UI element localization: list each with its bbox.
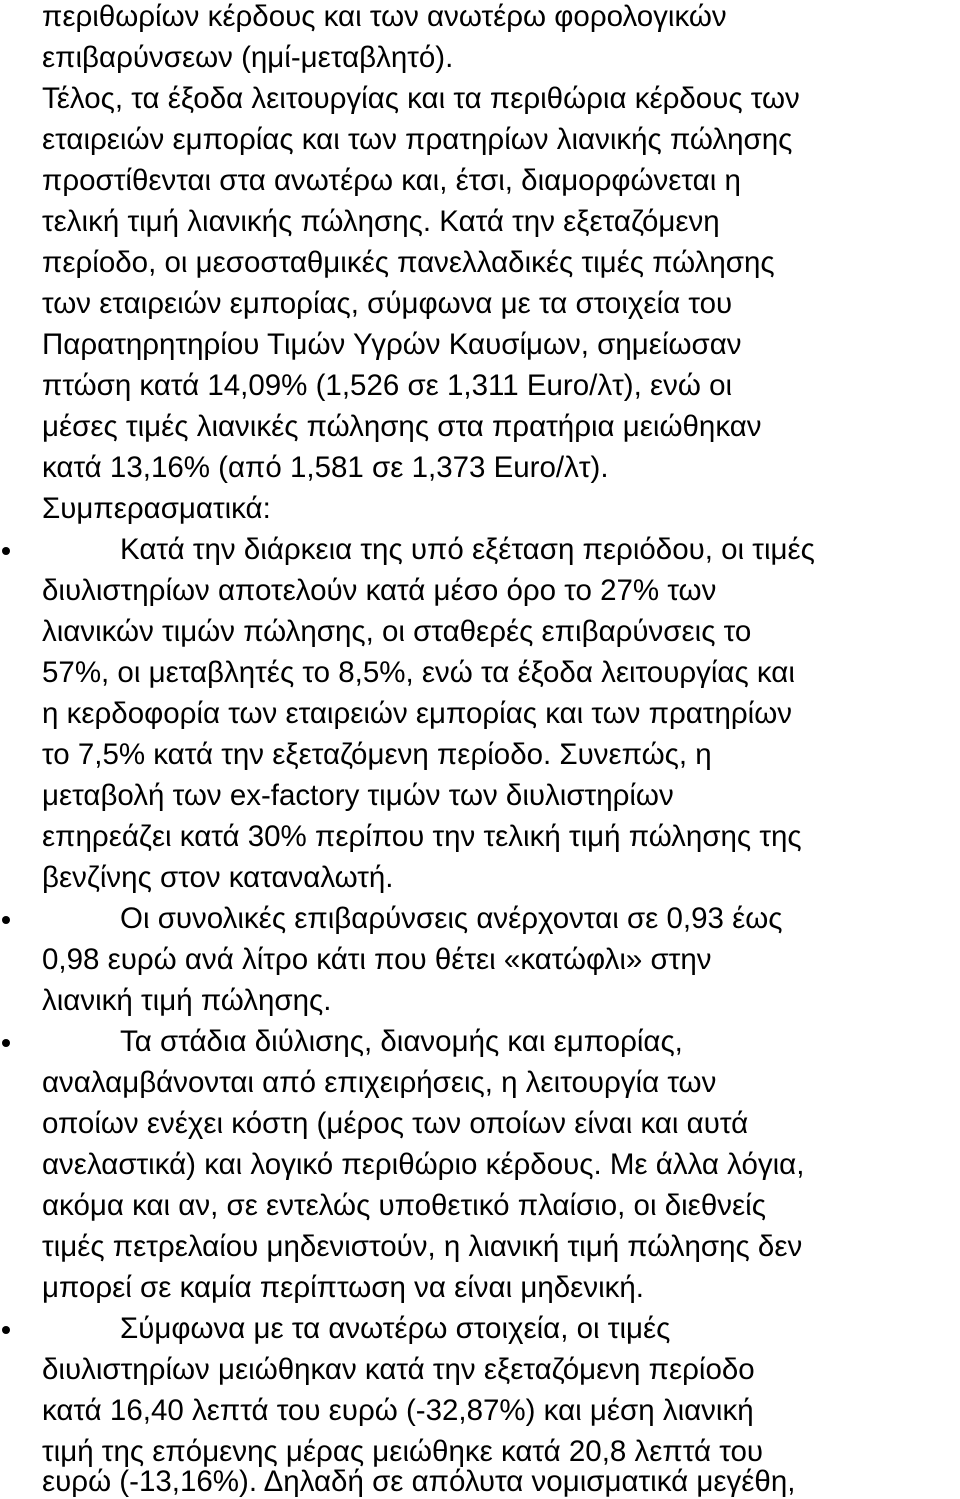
bullet-text-line: αναλαμβάνονται από επιχειρήσεις, η λειτουργία των bbox=[42, 1066, 717, 1099]
text-line: πτώση κατά 14,09% (1,526 σε 1,311 Euro/λτ), ενώ οι bbox=[42, 369, 733, 402]
bullet-text-line: ανελαστικά) και λογικό περιθώριο κέρδους. Με άλλα λόγια, bbox=[42, 1148, 805, 1181]
text-line: Παρατηρητηρίου Τιμών Υγρών Καυσίμων, σημείωσαν bbox=[42, 328, 742, 361]
text-line: Τέλος, τα έξοδα λειτουργίας και τα περιθώρια κέρδους των bbox=[42, 82, 800, 115]
bullet-text-line: λιανικών τιμών πώλησης, οι σταθερές επιβαρύνσεις το bbox=[42, 615, 752, 648]
bullet-text-line: μεταβολή των ex-factory τιμών των διυλιστηρίων bbox=[42, 779, 674, 812]
text-line: περίοδο, οι μεσοσταθμικές πανελλαδικές τιμές πώλησης bbox=[42, 246, 775, 279]
bullet-text-line: διυλιστηρίων αποτελούν κατά μέσο όρο το 27% των bbox=[42, 574, 717, 607]
bullet-text-line: επηρεάζει κατά 30% περίπου την τελική τιμή πώλησης της bbox=[42, 820, 802, 853]
text-line: εταιρειών εμπορίας και των πρατηρίων λιανικής πώλησης bbox=[42, 123, 793, 156]
bullet-text-line: ευρώ (-13,16%). Δηλαδή σε απόλυτα νομισματικά μεγέθη, bbox=[42, 1465, 796, 1498]
bullet-icon bbox=[2, 1326, 10, 1334]
bullet-icon bbox=[2, 916, 10, 924]
bullet-text-line: Οι συνολικές επιβαρύνσεις ανέρχονται σε 0,93 έως bbox=[120, 902, 783, 935]
bullet-text-line: μπορεί σε καμία περίπτωση να είναι μηδενική. bbox=[42, 1271, 644, 1304]
bullet-text-line: βενζίνης στον καταναλωτή. bbox=[42, 861, 394, 894]
bullet-icon bbox=[2, 547, 10, 555]
bullet-text-line: 57%, οι μεταβλητές το 8,5%, ενώ τα έξοδα λειτουργίας και bbox=[42, 656, 795, 689]
text-line: προστίθενται στα ανωτέρω και, έτσι, διαμορφώνεται η bbox=[42, 164, 741, 197]
text-line: μέσες τιμές λιανικές πώλησης στα πρατήρια μειώθηκαν bbox=[42, 410, 762, 443]
bullet-text-line: κατά 16,40 λεπτά του ευρώ (-32,87%) και μέση λιανική bbox=[42, 1394, 754, 1427]
bullet-text-line: διυλιστηρίων μειώθηκαν κατά την εξεταζόμενη περίοδο bbox=[42, 1353, 755, 1386]
text-line: κατά 13,16% (από 1,581 σε 1,373 Euro/λτ). bbox=[42, 451, 609, 484]
bullet-text-line: λιανική τιμή πώλησης. bbox=[42, 984, 332, 1017]
bullet-text-line: ακόμα και αν, σε εντελώς υποθετικό πλαίσιο, οι διεθνείς bbox=[42, 1189, 766, 1222]
bullet-text-line: 0,98 ευρώ ανά λίτρο κάτι που θέτει «κατώφλι» στην bbox=[42, 943, 712, 976]
text-line: τελική τιμή λιανικής πώλησης. Κατά την εξεταζόμενη bbox=[42, 205, 720, 238]
section-heading: Συμπερασματικά: bbox=[42, 492, 271, 525]
text-line: περιθωρίων κέρδους και των ανωτέρω φορολογικών bbox=[42, 0, 727, 33]
text-line: επιβαρύνσεων (ημί-μεταβλητό). bbox=[42, 41, 454, 74]
bullet-text-line: Κατά την διάρκεια της υπό εξέταση περιόδου, οι τιμές bbox=[120, 533, 815, 566]
text-line: των εταιρειών εμπορίας, σύμφωνα με τα στοιχεία του bbox=[42, 287, 733, 320]
bullet-text-line: το 7,5% κατά την εξεταζόμενη περίοδο. Συνεπώς, η bbox=[42, 738, 712, 771]
bullet-icon bbox=[2, 1039, 10, 1047]
bullet-text-line: τιμές πετρελαίου μηδενιστούν, η λιανική τιμή πώλησης δεν bbox=[42, 1230, 803, 1263]
bullet-text-line: Τα στάδια διύλισης, διανομής και εμπορίας, bbox=[120, 1025, 683, 1058]
bullet-text-line: η κερδοφορία των εταιρειών εμπορίας και των πρατηρίων bbox=[42, 697, 792, 730]
bullet-text-line: Σύμφωνα με τα ανωτέρω στοιχεία, οι τιμές bbox=[120, 1312, 671, 1345]
bullet-text-line: τιμή της επόμενης μέρας μειώθηκε κατά 20,8 λεπτά του bbox=[42, 1435, 764, 1468]
bullet-text-line: οποίων ενέχει κόστη (μέρος των οποίων είναι και αυτά bbox=[42, 1107, 749, 1140]
